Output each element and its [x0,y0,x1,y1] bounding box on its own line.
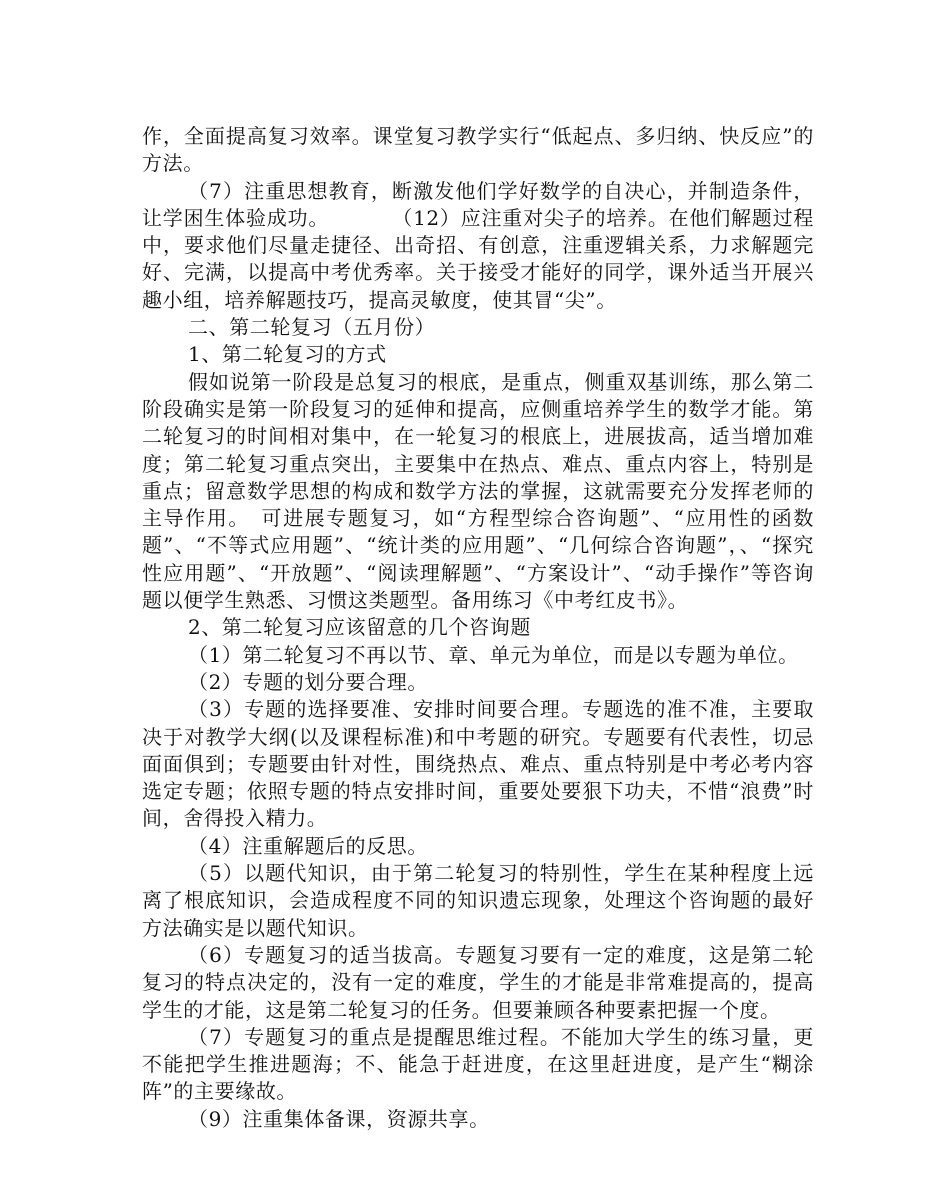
list-item-6: （6）专题复习的适当拔高。专题复习要有一定的难度，这是第二轮复习的特点决定的，没有一定的难度，学生的才能是非常难提高的，提高学生的才能，这是第二轮复习的任务。但要兼顾各种要素把握一个度。 [142,942,814,1022]
document-body [142,123,814,1133]
list-item-3: （3）专题的选择要准、安排时间要合理。专题选的准不准，主要取决于对教学大纲(以及课程标准)和中考题的研究。专题要有代表性，切忌面面俱到；专题要由针对性，围绕热点、难点、重点特别是中考必考内容选定专题；依照专题的特点安排时间，重要处要狠下功夫，不惜“浪费”时间，舍得投入精力。 [142,697,814,831]
list-item-4: （4）注重解题后的反思。 [188,833,428,858]
subheading-review-method: 1、第二轮复习的方式 [188,342,387,367]
list-item-5: （5）以题代知识，由于第二轮复习的特别性，学生在某种程度上远离了根底知识，会造成程度不同的知识遗忘现象，处理这个咨询题的最好方法确实是以题代知识。 [142,861,814,940]
subheading-attention-points: 2、第二轮复习应该留意的几个咨询题 [188,615,531,640]
paragraph-1: 作，全面提高复习效率。课堂复习教学实行“低起点、多归纳、快反应”的方法。 [142,124,814,176]
list-item-7: （7）专题复习的重点是提醒思维过程。不能加大学生的练习量，更不能把学生推进题海；不、能急于赶进度，在这里赶进度，是产生“糊涂阵”的主要缘故。 [142,1024,814,1104]
paragraph-2: （7）注重思想教育，断激发他们学好数学的自决心，并制造条件，让学困生体验成功。 （12）应注重对尖子的培养。在他们解题过程中，要求他们尽量走捷径、出奇招、有创意，注重逻辑关系，力求解题完好、完满，以提高中考优秀率。关于接受才能好的同学，课外适当开展兴趣小组，培养解题技巧，提高灵敏度，使其冒“尖”。 [142,178,814,312]
list-item-2: （2）专题的划分要合理。 [188,669,428,694]
section-heading-second-round: 二、第二轮复习（五月份） [188,315,436,340]
list-item-1: （1）第二轮复习不再以节、章、单元为单位，而是以专题为单位。 [188,642,799,667]
paragraph-review-method: 假如说第一阶段是总复习的根底，是重点，侧重双基训练，那么第二阶段确实是第一阶段复习的延伸和提高，应侧重培养学生的数学才能。第二轮复习的时间相对集中，在一轮复习的根底上，进展拔高，适当增加难度；第二轮复习重点突出，主要集中在热点、难点、重点内容上，特别是重点；留意数学思想的构成和数学方法的掌握，这就需要充分发挥老师的主导作用。 可进展专题复习，如“方程型综合咨询题”、“应用性的函数题”、“不等式应用题”、“统计类的应用题”、“几何综合咨询题”，、“探究性应用题”、“开放题”、“阅读理解题”、“方案设计”、“动手操作”等咨询题以便学生熟悉、习惯这类题型。备用练习《中考红皮书》。 [142,369,814,613]
list-item-9: （9）注重集体备课，资源共享。 [188,1106,490,1131]
